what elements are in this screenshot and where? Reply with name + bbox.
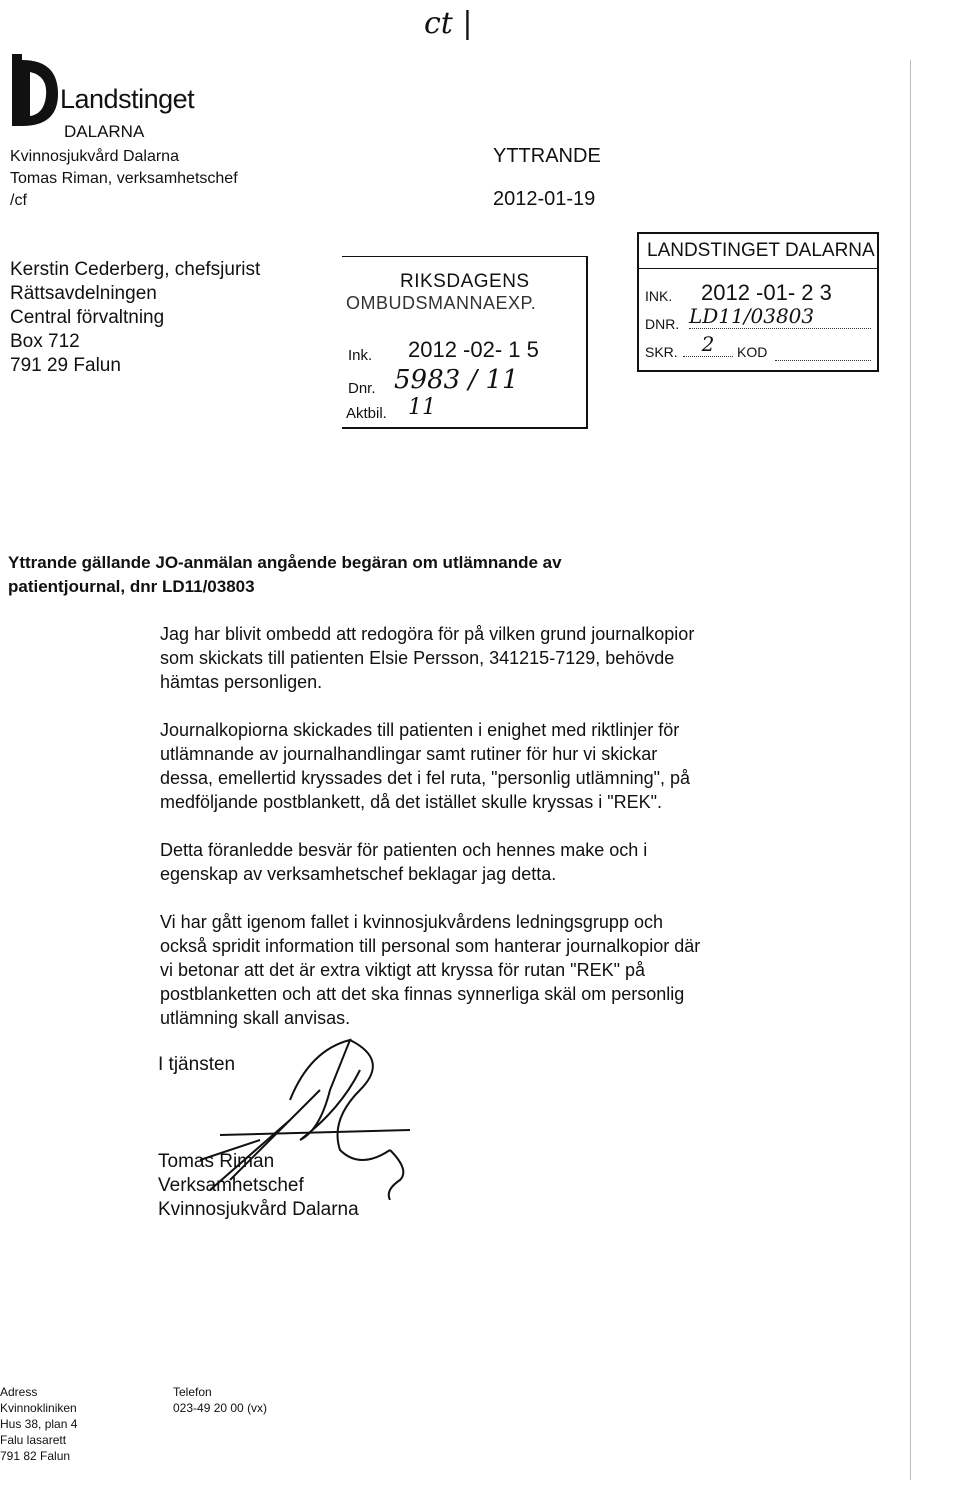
text-line: medföljande postblankett, då det istället skulle kryssas i "REK". bbox=[160, 792, 663, 812]
logo-region: DALARNA bbox=[64, 122, 145, 141]
text-line: dessa, emellertid kryssades det i fel ruta, "personlig utlämning", på bbox=[160, 768, 691, 788]
sender-person: Tomas Riman, verksamhetschef bbox=[10, 170, 238, 187]
recipient-line: Kerstin Cederberg, chefsjurist bbox=[10, 259, 261, 280]
riksdagen-received-stamp bbox=[342, 256, 588, 429]
stamp-org: RIKSDAGENS bbox=[400, 271, 530, 292]
footer-address-line: Kvinnokliniken bbox=[0, 1401, 77, 1415]
footer-address-label: Adress bbox=[0, 1385, 38, 1399]
footer-address-line: Hus 38, plan 4 bbox=[0, 1417, 78, 1431]
recipient-line: 791 29 Falun bbox=[10, 355, 121, 376]
footer-address-line: 791 82 Falun bbox=[0, 1449, 71, 1463]
text-line: utlämnande av journalhandlingar samt rutiner för hur vi skickar bbox=[160, 744, 658, 764]
footer-phone bbox=[173, 1384, 267, 1416]
closing-phrase: I tjänsten bbox=[158, 1054, 236, 1075]
stamp-kod-label: KOD bbox=[737, 344, 768, 360]
text-line: vi betonar att det är extra viktigt att kryssa för rutan "REK" på bbox=[160, 960, 645, 980]
stamp-org: LANDSTINGET DALARNA bbox=[647, 240, 875, 261]
scan-margin-line bbox=[910, 60, 911, 1480]
stamp-dnr-label: Dnr. bbox=[348, 380, 376, 397]
stamp-dnr-value: 5983 / 11 bbox=[394, 365, 519, 395]
signatory-title: Verksamhetschef bbox=[158, 1175, 304, 1196]
stamp-sub: OMBUDSMANNAEXP. bbox=[346, 293, 537, 313]
body-paragraph-1 bbox=[160, 622, 820, 694]
text-line: postblanketten och att det ska finnas synnerliga skäl om personlig bbox=[160, 984, 685, 1004]
logo-name: Landstinget bbox=[60, 84, 195, 114]
recipient-line: Box 712 bbox=[10, 331, 80, 352]
text-line: också spridit information till personal som hanterar journalkopior där bbox=[160, 936, 701, 956]
stamp-ink-label: INK. bbox=[645, 288, 673, 304]
landstinget-logo-icon bbox=[8, 50, 60, 130]
stamp-ink-label: Ink. bbox=[348, 347, 373, 364]
signatory-unit: Kvinnosjukvård Dalarna bbox=[158, 1199, 359, 1220]
signatory-name: Tomas Riman bbox=[158, 1151, 275, 1172]
stamp-aktbil-value: 11 bbox=[408, 395, 436, 420]
recipient-address bbox=[10, 258, 260, 378]
document-type: YTTRANDE bbox=[493, 145, 601, 167]
text-line: Detta föranledde besvär för patienten och hennes make och i bbox=[160, 840, 648, 860]
footer-phone-value: 023-49 20 00 (vx) bbox=[173, 1401, 268, 1415]
text-line: Vi har gått igenom fallet i kvinnosjukvårdens ledningsgrupp och bbox=[160, 912, 663, 932]
sender-block bbox=[10, 146, 238, 212]
text-line: hämtas personligen. bbox=[160, 672, 323, 692]
sender-ref: /cf bbox=[10, 192, 27, 209]
text-line: Journalkopiorna skickades till patienten i enighet med riktlinjer för bbox=[160, 720, 680, 740]
recipient-line: Central förvaltning bbox=[10, 307, 165, 328]
text-line: som skickats till patienten Elsie Persson, 341215-7129, behövde bbox=[160, 648, 675, 668]
stamp-ink-value: 2012 -01- 2 3 bbox=[701, 280, 832, 305]
sender-unit: Kvinnosjukvård Dalarna bbox=[10, 148, 179, 165]
body-paragraph-2 bbox=[160, 718, 820, 814]
stamp-kod-field bbox=[775, 346, 871, 361]
subject-heading bbox=[8, 551, 562, 599]
body-paragraph-4 bbox=[160, 910, 820, 1030]
stamp-aktbil-label: Aktbil. bbox=[346, 405, 387, 422]
stamp-skr-value: 2 bbox=[683, 332, 733, 357]
recipient-line: Rättsavdelningen bbox=[10, 283, 157, 304]
handwritten-mark: ct | bbox=[424, 6, 473, 41]
subject-line: Yttrande gällande JO-anmälan angående begäran om utlämnande av bbox=[8, 553, 562, 572]
landstinget-received-stamp bbox=[637, 232, 879, 372]
text-line: egenskap av verksamhetschef beklagar jag detta. bbox=[160, 864, 557, 884]
stamp-skr-label: SKR. bbox=[645, 344, 678, 360]
stamp-divider bbox=[639, 268, 877, 269]
text-line: utlämning skall anvisas. bbox=[160, 1008, 351, 1028]
signatory-block bbox=[158, 1150, 359, 1222]
footer-phone-label: Telefon bbox=[173, 1385, 212, 1399]
stamp-ink-value: 2012 -02- 1 5 bbox=[408, 337, 539, 362]
document-date: 2012-01-19 bbox=[493, 188, 596, 210]
footer-address bbox=[0, 1384, 77, 1464]
subject-line: patientjournal, dnr LD11/03803 bbox=[8, 577, 255, 596]
stamp-dnr-label: DNR. bbox=[645, 316, 680, 332]
text-line: Jag har blivit ombedd att redogöra för på vilken grund journalkopior bbox=[160, 624, 695, 644]
footer-address-line: Falu lasarett bbox=[0, 1433, 67, 1447]
body-paragraph-3 bbox=[160, 838, 820, 886]
stamp-dnr-value: LD11/03803 bbox=[689, 304, 871, 329]
